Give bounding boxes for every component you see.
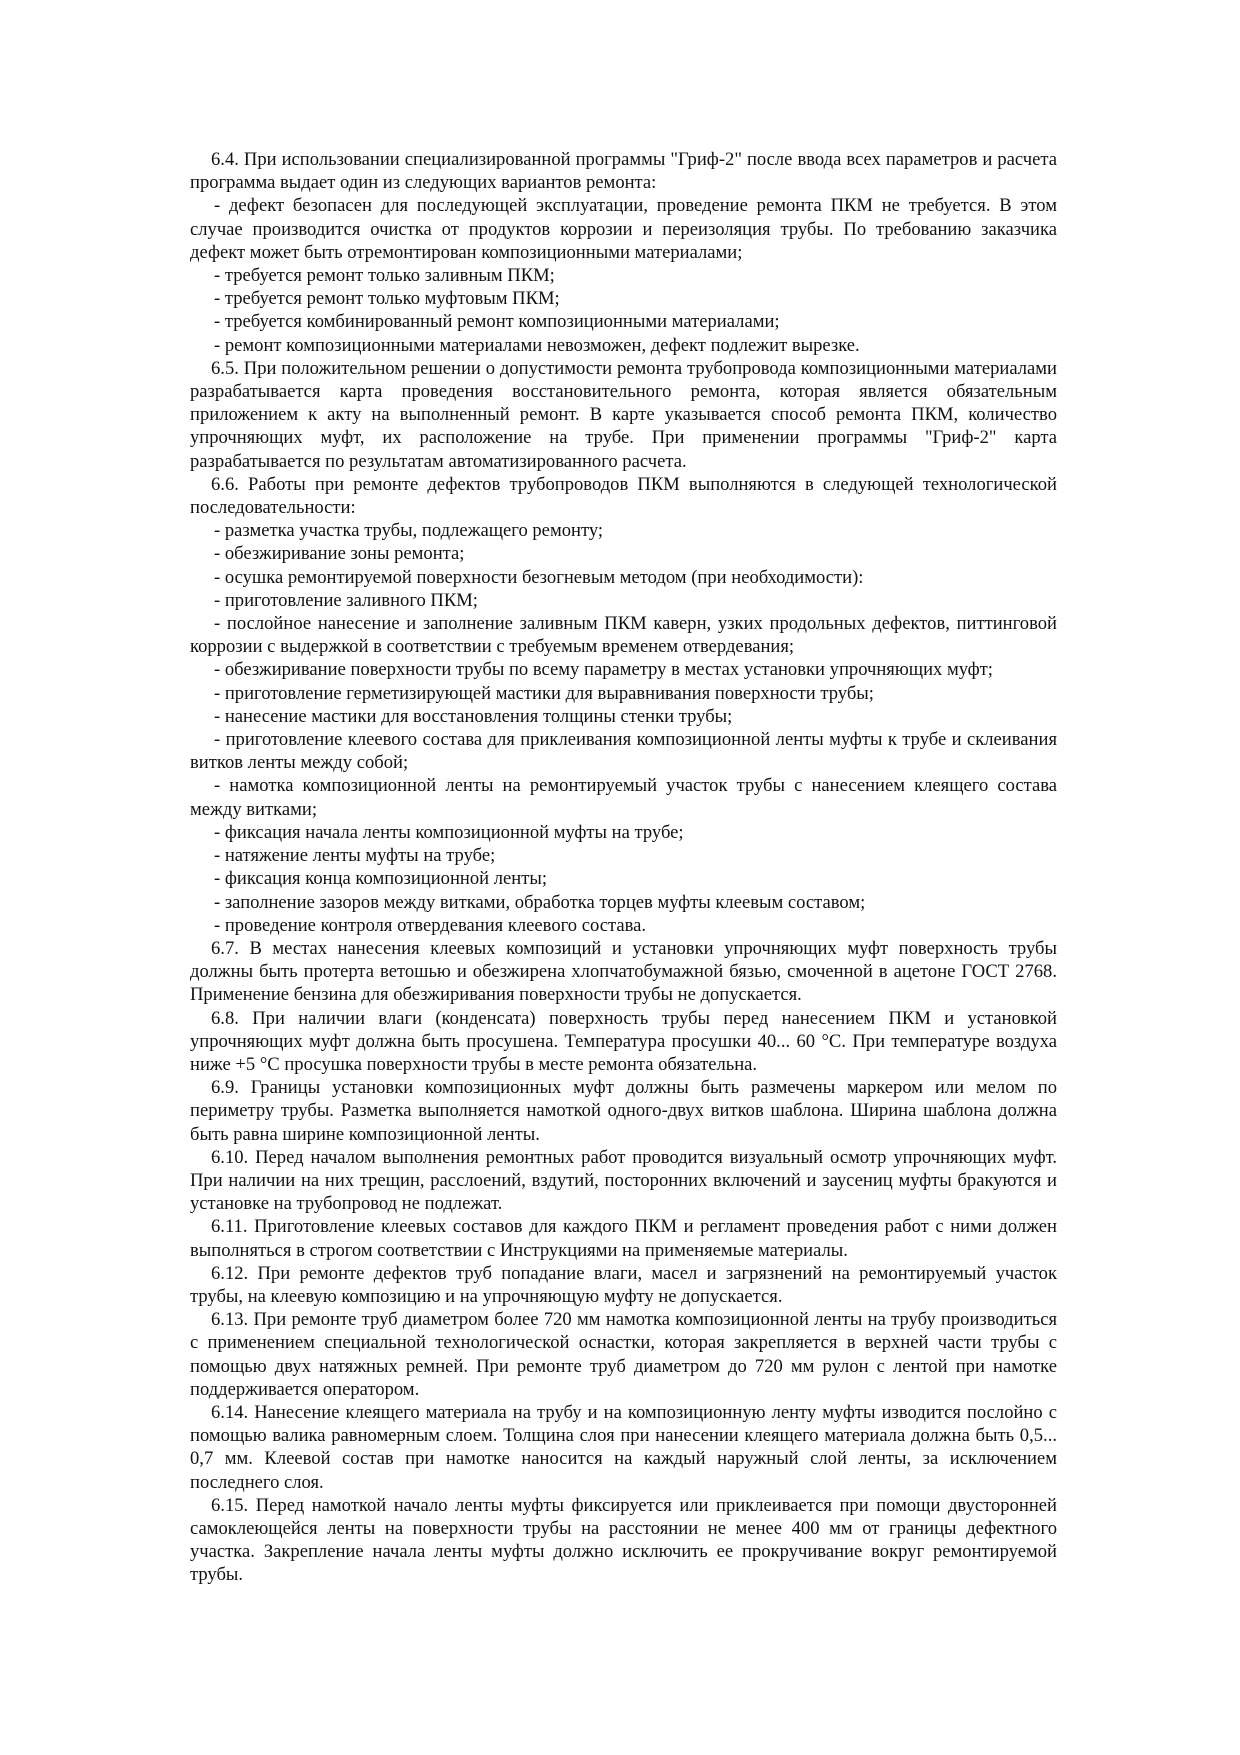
clause-6-10: 6.10. Перед началом выполнения ремонтных работ проводится визуальный осмотр упрочняющих муфт. При наличии на них трещин, расслоений, вздутий, посторонних включений и заусениц муфты бракуются и установке на трубопровод не подлежат. (190, 1146, 1057, 1215)
list-item: - фиксация начала ленты композиционной муфты на трубе; (214, 821, 684, 843)
clause-6-7: 6.7. В местах нанесения клеевых композиций и установки упрочняющих муфт поверхность трубы должны быть протерта ветошью и обезжирена хлопчатобумажной бязью, смоченной в ацетоне ГОСТ 2768. Применение бензина для обезжиривания поверхности трубы не допускается. (190, 937, 1057, 1006)
list-item: - дефект безопасен для последующей эксплуатации, проведение ремонта ПКМ не требуется. В этом случае производится очистка от продуктов коррозии и переизоляция трубы. По требованию заказчика дефект может быть отремонтирован композиционными материалами; (190, 195, 1057, 263)
clause-6-14: 6.14. Нанесение клеящего материала на трубу и на композиционную ленту муфты изводится послойно с помощью валика равномерным слоем. Толщина слоя при нанесении клеящего материала должна быть 0,5... 0,7 мм. Клеевой состав при намотке наносится на каждый наружный слой ленты, за исключением последнего слоя. (190, 1401, 1057, 1493)
list-item: - натяжение ленты муфты на трубе; (214, 845, 496, 867)
clause-6-15: 6.15. Перед намоткой начало ленты муфты фиксируется или приклеивается при помощи двусторонней самоклеющейся ленты на поверхности трубы на расстоянии не менее 400 мм от границы дефектного участка. Закрепление начала ленты муфты должно исключить ее прокручивание вокруг ремонтируемой трубы. (190, 1494, 1057, 1586)
list-item: - послойное нанесение и заполнение заливным ПКМ каверн, узких продольных дефектов, питтинговой коррозии с выдержкой в соответствии с требуемым временем отвердевания; (190, 613, 1057, 658)
clause-6-6: 6.6. Работы при ремонте дефектов трубопроводов ПКМ выполняются в следующей технологической последовательности: (190, 473, 1057, 519)
list-item: - фиксация конца композиционной ленты; (214, 868, 548, 890)
clause-6-5: 6.5. При положительном решении о допустимости ремонта трубопровода композиционными материалами разрабатывается карта проведения восстановительного ремонта, которая является обязательным приложением к акту на выполненный ремонт. В карте указывается способ ремонта ПКМ, количество упрочняющих муфт, их расположение на трубе. При применении программы "Гриф-2" карта разрабатывается по результатам автоматизированного расчета. (190, 357, 1057, 472)
clause-6-11: 6.11. Приготовление клеевых составов для каждого ПКМ и регламент проведения работ с ними должен выполняться в строгом соответствии с Инструкциями на применяемые материалы. (190, 1216, 1057, 1261)
clause-6-4: 6.4. При использовании специализированной программы "Гриф-2" после ввода всех параметров и расчета программа выдает один из следующих вариантов ремонта: (190, 149, 1057, 194)
list-item: - требуется ремонт только муфтовым ПКМ; (214, 288, 560, 310)
list-item: - проведение контроля отвердевания клеевого состава. (214, 914, 647, 936)
list-item: - приготовление клеевого состава для приклеивания композиционной ленты муфты к трубе и склеивания витков ленты между собой; (190, 729, 1057, 774)
list-item: - приготовление заливного ПКМ; (214, 589, 478, 611)
clause-6-13: 6.13. При ремонте труб диаметром более 720 мм намотка композиционной ленты на трубу производиться с применением специальной технологической оснастки, которая закрепляется в верхней части трубы с помощью двух натяжных ремней. При ремонте труб диаметром до 720 мм рулон с лентой при намотке поддерживается оператором. (190, 1309, 1057, 1400)
list-item: - обезжиривание поверхности трубы по всему параметру в местах установки упрочняющих муфт; (214, 659, 993, 681)
clause-6-9: 6.9. Границы установки композиционных муфт должны быть размечены маркером или мелом по периметру трубы. Разметка выполняется намоткой одного-двух витков шаблона. Ширина шаблона должна быть равна ширине композиционной ленты. (190, 1077, 1057, 1145)
list-item: - приготовление герметизирующей мастики для выравнивания поверхности трубы; (214, 682, 874, 704)
list-item: - заполнение зазоров между витками, обработка торцев муфты клеевым составом; (214, 891, 866, 913)
list-item: - обезжиривание зоны ремонта; (214, 543, 465, 565)
document-page (190, 148, 1057, 1587)
clause-6-8: 6.8. При наличии влаги (конденсата) поверхность трубы перед нанесением ПКМ и установкой упрочняющих муфт должна быть просушена. Температура просушки 40... 60 °С. При температуре воздуха ниже +5 °С просушка поверхности трубы в месте ремонта обязательна. (190, 1007, 1057, 1075)
clause-6-12: 6.12. При ремонте дефектов труб попадание влаги, масел и загрязнений на ремонтируемый участок трубы, на клеевую композицию и на упрочняющую муфту не допускается. (190, 1262, 1057, 1307)
list-item: - намотка композиционной ленты на ремонтируемый участок трубы с нанесением клеящего состава между витками; (190, 775, 1057, 820)
list-item: - нанесение мастики для восстановления толщины стенки трубы; (214, 705, 733, 727)
list-item: - осушка ремонтируемой поверхности безогневым методом (при необходимости): (214, 566, 864, 588)
list-item: - требуется комбинированный ремонт композиционными материалами; (214, 311, 780, 333)
list-item: - требуется ремонт только заливным ПКМ; (214, 265, 555, 287)
list-item: - ремонт композиционными материалами невозможен, дефект подлежит вырезке. (214, 334, 860, 356)
list-item: - разметка участка трубы, подлежащего ремонту; (214, 520, 604, 542)
